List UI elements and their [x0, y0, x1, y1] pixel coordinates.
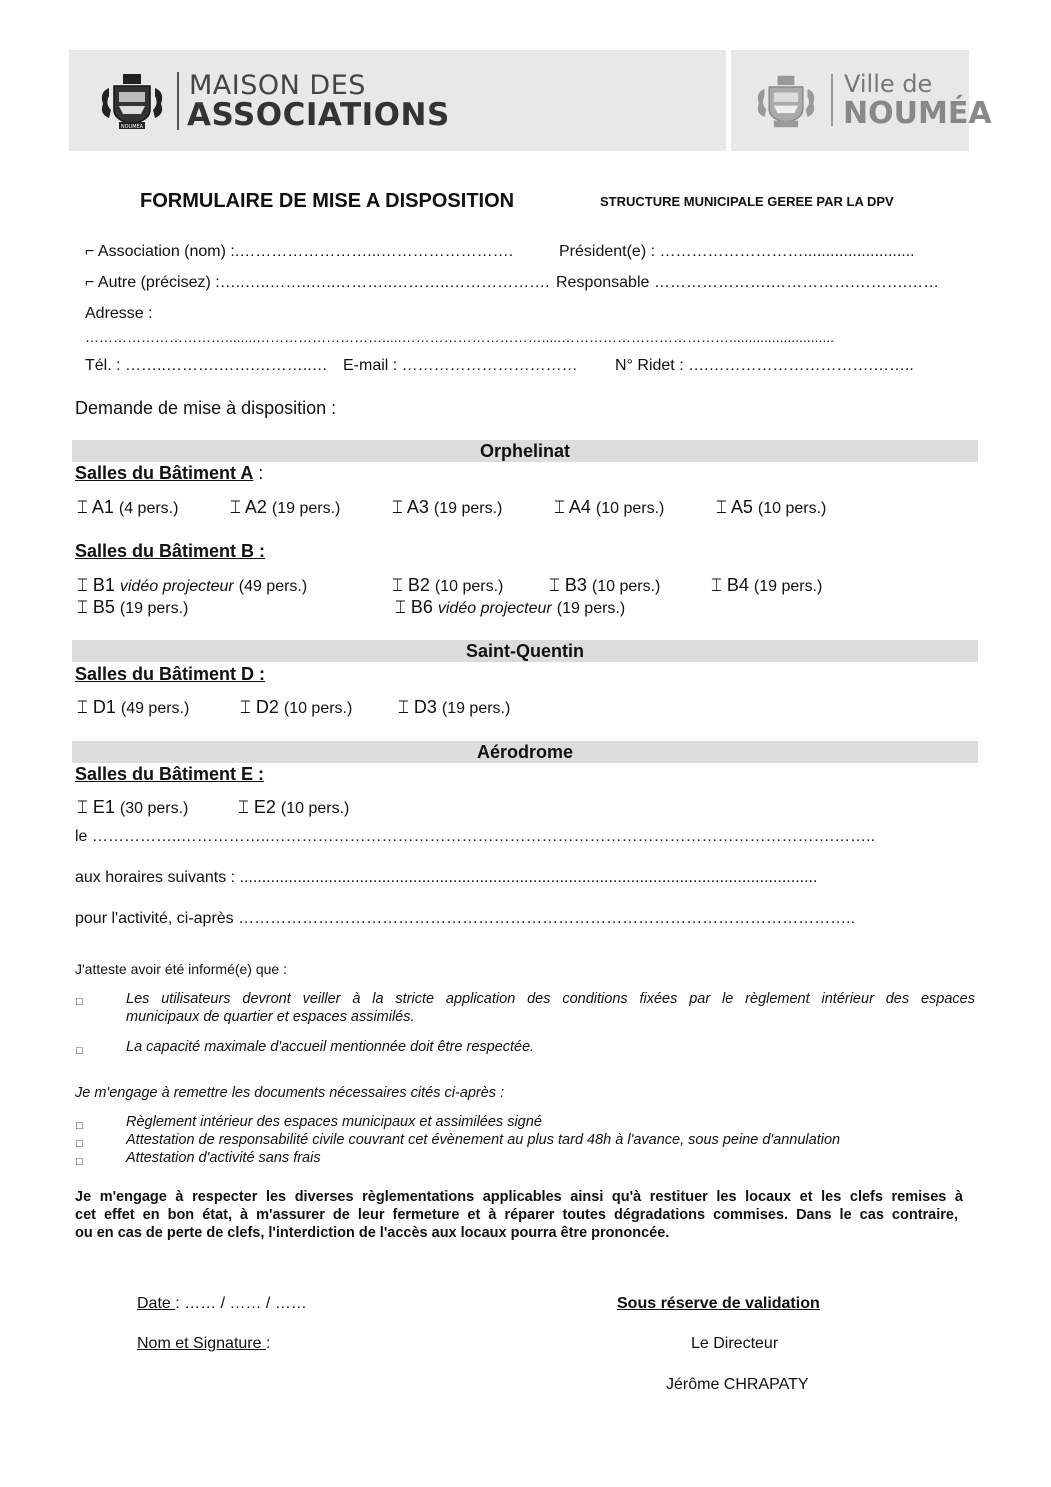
checkbox-icon[interactable]: ⌶	[392, 497, 403, 517]
activite-field[interactable]: pour l'activité, ci-après ……………………………………………………………………………………………………..	[75, 910, 856, 927]
checkbox-icon[interactable]: ⌶	[395, 597, 406, 617]
city-crest-icon	[97, 70, 167, 132]
checkbox-icon[interactable]: ⌶	[711, 575, 722, 595]
room-option-a3[interactable]	[392, 497, 502, 519]
room-capacity: (49 pers.)	[238, 578, 308, 595]
room-capacity: (19 pers.)	[271, 500, 341, 517]
checkbox-icon[interactable]: ⌶	[238, 797, 249, 817]
form-subtitle: STRUCTURE MUNICIPALE GEREE PAR LA DPV	[600, 194, 894, 209]
date-line-field[interactable]: le ……………..……………..…………………………………………………………………………………………….……..	[75, 828, 876, 845]
engage-docs-heading: Je m'engage à remettre les documents nécessaires cités ci-après :	[75, 1085, 505, 1101]
room-option-b3[interactable]	[549, 575, 660, 597]
site-band-saint-quentin: Saint-Quentin	[72, 640, 978, 662]
demande-heading: Demande de mise à disposition :	[75, 398, 337, 418]
checkbox-icon[interactable]: ⌶	[392, 575, 403, 595]
room-name: E1	[92, 797, 115, 817]
room-capacity: (10 pers.)	[434, 578, 504, 595]
room-capacity: (49 pers.)	[120, 700, 190, 717]
building-d-heading: Salles du Bâtiment D :	[75, 664, 266, 684]
room-equipment: vidéo projecteur	[437, 600, 552, 617]
autre-field[interactable]: ⌐ Autre (précisez) :…..…..……..…..………..………..……………….	[85, 274, 550, 291]
room-capacity: (30 pers.)	[119, 800, 189, 817]
engagement-line-2: cet effet en bon état, à m'assurer de leur fermeture et à réparer toutes dégradations commises. Dans le cas contraire,	[75, 1207, 958, 1223]
room-option-d2[interactable]	[240, 697, 352, 719]
room-capacity: (10 pers.)	[757, 500, 827, 517]
site-band-orphelinat: Orphelinat	[72, 440, 978, 462]
information-line-2: municipaux de quartier et espaces assimilés.	[126, 1009, 415, 1025]
bullet-icon: □	[76, 1045, 83, 1057]
building-e-heading: Salles du Bâtiment E :	[75, 764, 265, 784]
information-line-1: Les utilisateurs devront veiller à la stricte application des conditions fixées par le règlement intérieur des espaces	[126, 991, 975, 1007]
checkbox-icon[interactable]: ⌶	[398, 697, 409, 717]
checkbox-icon[interactable]: ⌶	[230, 497, 241, 517]
responsable-field[interactable]: Responsable ………………….…………….……….……	[556, 274, 940, 291]
header-banner-left	[69, 50, 726, 151]
room-option-b2[interactable]	[392, 575, 503, 597]
bullet-icon: □	[76, 996, 83, 1008]
checkbox-icon[interactable]: ⌶	[77, 697, 88, 717]
room-option-a4[interactable]	[554, 497, 664, 519]
crest-label: NOUMÉA	[120, 124, 144, 130]
checkbox-icon[interactable]: ⌶	[77, 597, 88, 617]
nom-suffix: :	[265, 1335, 271, 1352]
building-b-heading: Salles du Bâtiment B :	[75, 541, 266, 561]
nom-signature-field[interactable]	[137, 1334, 270, 1354]
room-capacity: (19 pers.)	[119, 600, 189, 617]
room-option-d1[interactable]	[77, 697, 189, 719]
room-capacity: (19 pers.)	[556, 600, 626, 617]
ridet-field[interactable]: N° Ridet : ….………………………….……..	[615, 357, 914, 374]
bullet-icon: □	[76, 1156, 83, 1168]
room-capacity: (19 pers.)	[753, 578, 823, 595]
date-signature-field[interactable]	[137, 1294, 307, 1314]
date-value: : …… / …… / ……	[175, 1295, 307, 1312]
site-band-aerodrome: Aérodrome	[72, 741, 978, 763]
room-name: D2	[255, 697, 279, 717]
room-name: A1	[91, 497, 114, 517]
horaires-field[interactable]: aux horaires suivants : ..................................................................................................................................	[75, 869, 818, 886]
room-name: B4	[726, 575, 749, 595]
logo-divider	[177, 72, 179, 130]
adresse-label: Adresse :	[85, 305, 153, 322]
room-name: B1	[92, 575, 115, 595]
checkbox-icon[interactable]: ⌶	[549, 575, 560, 595]
bullet-icon: □	[76, 1138, 83, 1150]
building-a-title: Salles du Bâtiment A	[75, 463, 254, 483]
room-option-e1[interactable]	[77, 797, 188, 819]
room-option-a2[interactable]	[230, 497, 340, 519]
checkbox-icon[interactable]: ⌶	[77, 797, 88, 817]
room-name: B3	[564, 575, 587, 595]
logo-line1: MAISON DES	[189, 70, 366, 101]
building-a-suffix: :	[253, 463, 264, 483]
room-capacity: (10 pers.)	[280, 800, 350, 817]
room-option-b1[interactable]	[77, 575, 307, 597]
directeur-title: Le Directeur	[691, 1335, 779, 1352]
association-field[interactable]: ⌐ Association (nom) :.……………………...…………………….	[85, 243, 514, 260]
room-name: E2	[253, 797, 276, 817]
president-field[interactable]: Président(e) : ……………………….........................	[559, 243, 915, 260]
room-option-a1[interactable]	[77, 497, 178, 519]
room-option-b4[interactable]	[711, 575, 822, 597]
room-name: A2	[244, 497, 267, 517]
room-name: A4	[568, 497, 591, 517]
room-name: D3	[413, 697, 437, 717]
engagement-line-1: Je m'engage à respecter les diverses règlementations applicables ainsi qu'à restituer les locaux et les clefs remises à	[75, 1189, 963, 1205]
document-item-1: Règlement intérieur des espaces municipaux et assimilées signé	[126, 1114, 542, 1130]
room-capacity: (10 pers.)	[595, 500, 665, 517]
tel-field[interactable]: Tél. : ……..……….…….………..…	[85, 357, 328, 374]
email-field[interactable]: E-mail : ……………………………	[343, 357, 578, 374]
room-name: B2	[407, 575, 430, 595]
room-option-a5[interactable]	[716, 497, 826, 519]
room-option-b6[interactable]	[395, 597, 625, 619]
ville-line2: NOUMÉA	[843, 96, 992, 131]
room-name: A3	[406, 497, 429, 517]
nom-label: Nom et Signature	[137, 1335, 266, 1352]
form-title: FORMULAIRE DE MISE A DISPOSITION	[140, 190, 515, 212]
room-option-b5[interactable]	[77, 597, 188, 619]
checkbox-icon[interactable]: ⌶	[77, 575, 88, 595]
room-equipment: vidéo projecteur	[119, 578, 234, 595]
room-capacity: (4 pers.)	[118, 500, 179, 517]
room-name: A5	[730, 497, 753, 517]
checkbox-icon[interactable]: ⌶	[554, 497, 565, 517]
room-capacity: (10 pers.)	[591, 578, 661, 595]
room-name: B6	[410, 597, 433, 617]
information-line-3: La capacité maximale d'accueil mentionnée doit être respectée.	[126, 1039, 535, 1055]
room-name: D1	[92, 697, 116, 717]
room-option-d3[interactable]	[398, 697, 510, 719]
building-a-heading	[75, 463, 263, 483]
checkbox-icon[interactable]: ⌶	[716, 497, 727, 517]
header-banner-right	[731, 50, 992, 151]
city-crest-icon	[753, 72, 819, 130]
ville-line1: Ville de	[844, 70, 933, 98]
adresse-field[interactable]: …………………………........……………………….....………………………….....………………………………...........................	[85, 329, 835, 345]
document-item-2: Attestation de responsabilité civile couvrant cet évènement au plus tard 48h à l'avance, sous peine d'annulation	[126, 1132, 841, 1148]
validation-notice: Sous réserve de validation	[617, 1295, 820, 1312]
room-capacity: (19 pers.)	[441, 700, 511, 717]
room-capacity: (10 pers.)	[283, 700, 353, 717]
room-name: B5	[92, 597, 115, 617]
logo-divider	[831, 74, 833, 126]
atteste-heading: J'atteste avoir été informé(e) que :	[75, 961, 287, 977]
directeur-name: Jérôme CHRAPATY	[666, 1376, 809, 1393]
room-option-e2[interactable]	[238, 797, 349, 819]
room-capacity: (19 pers.)	[433, 500, 503, 517]
checkbox-icon[interactable]: ⌶	[77, 497, 88, 517]
bullet-icon: □	[76, 1120, 83, 1132]
engagement-line-3: ou en cas de perte de clefs, l'interdiction de l'accès aux locaux pourra être prononcée.	[75, 1225, 670, 1241]
logo-line2: ASSOCIATIONS	[187, 97, 450, 133]
document-item-3: Attestation d'activité sans frais	[126, 1150, 321, 1166]
checkbox-icon[interactable]: ⌶	[240, 697, 251, 717]
date-label: Date	[137, 1295, 176, 1312]
